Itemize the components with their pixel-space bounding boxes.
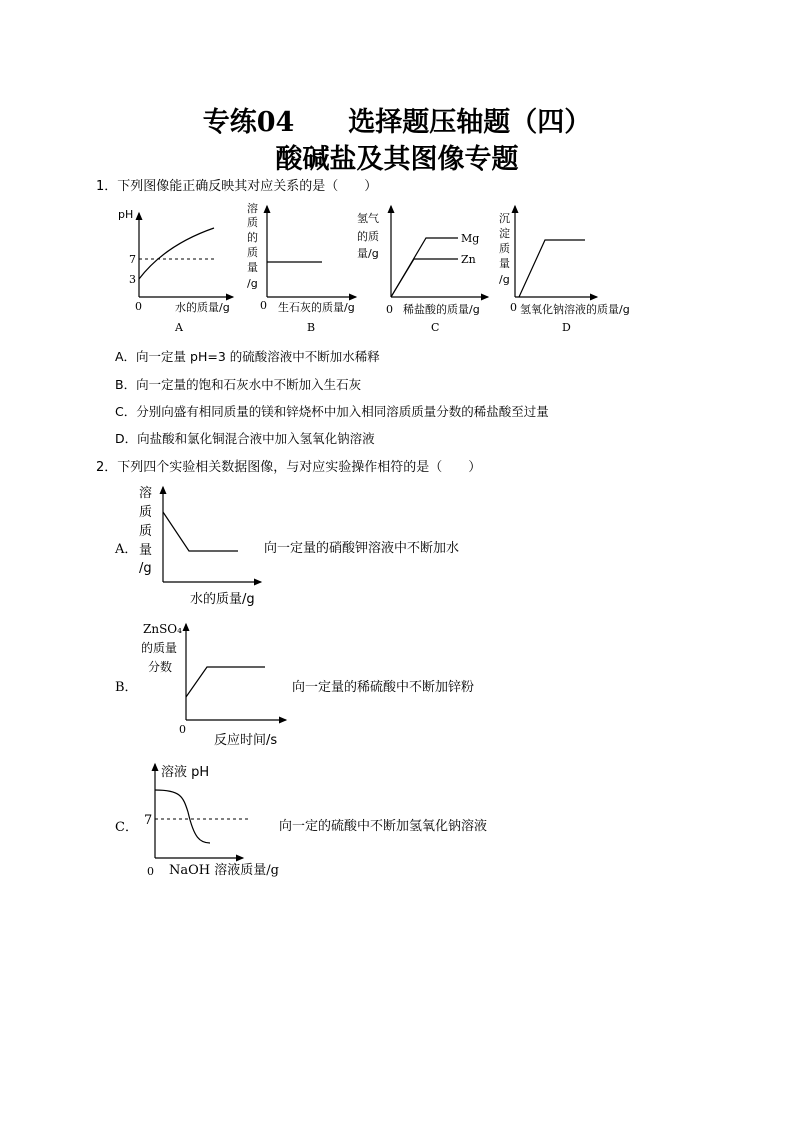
chart-d-ylabel-3: 质 xyxy=(499,242,510,255)
q2-c-origin: 0 xyxy=(147,865,154,878)
q2-c-tick-7: 7 xyxy=(144,813,153,828)
chart-a-tick-3: 3 xyxy=(129,273,136,286)
q2-chart-a xyxy=(139,485,261,607)
chart-c-ylabel-2: 的质 xyxy=(357,230,379,243)
q2-a-ylabel-4: 量 xyxy=(139,543,153,558)
chart-d-ylabel-2: 淀 xyxy=(499,227,510,240)
chart-a-origin: 0 xyxy=(135,300,142,313)
chart-b-ylabel-4: 质 xyxy=(247,246,258,259)
q2-a-ylabel-3: 质 xyxy=(139,524,153,539)
q2-option-b-label: B． xyxy=(115,680,138,695)
chart-b-letter: B xyxy=(307,321,316,334)
chart-c-letter: C xyxy=(431,321,440,334)
chart-c-series-zn: Zn xyxy=(461,253,476,266)
chart-a-letter: A xyxy=(175,321,183,334)
q1-option-b: B．向一定量的饱和石灰水中不断加入生石灰 xyxy=(115,377,362,392)
chart-b-ylabel-1: 溶 xyxy=(247,202,258,215)
chart-d-origin: 0 xyxy=(510,301,517,314)
chart-c-series-mg: Mg xyxy=(461,232,480,245)
chart-b-ylabel-6: /g xyxy=(247,277,258,290)
q2-option-c-label: C． xyxy=(115,820,138,835)
chart-c-ylabel-3: 量/g xyxy=(357,247,379,260)
chart-d-ylabel-4: 量 xyxy=(499,257,510,270)
q2-b-ylabel-2: 的质量 xyxy=(141,641,178,655)
chart-a-xlabel: 水的质量/g xyxy=(175,301,230,314)
chart-a-tick-7: 7 xyxy=(129,253,136,266)
q2-c-ylabel: 溶液 pH xyxy=(161,765,210,780)
q2-option-b-desc: 向一定量的稀硫酸中不断加锌粉 xyxy=(292,680,475,695)
q2-a-ylabel-5: /g xyxy=(139,561,152,576)
chart-c-ylabel-1: 氢气 xyxy=(357,212,379,225)
chart-b-ylabel-3: 的 xyxy=(247,231,258,244)
q2-chart-c xyxy=(144,764,279,878)
chart-d-ylabel-1: 沉 xyxy=(499,212,510,225)
chart-a-ylabel: pH xyxy=(118,208,134,221)
q2-b-origin: 0 xyxy=(179,723,186,736)
q1-option-c: C．分别向盛有相同质量的镁和锌烧杯中加入相同溶质质量分数的稀盐酸至过量 xyxy=(115,404,549,419)
chart-c-origin: 0 xyxy=(386,303,393,316)
q2-b-ylabel-1: ZnSO₄ xyxy=(143,622,182,636)
q1-option-a: A．向一定量 pH=3 的硫酸溶液中不断加水稀释 xyxy=(115,349,380,364)
chart-d-letter: D xyxy=(562,321,571,334)
q1-option-d: D．向盐酸和氯化铜混合液中加入氢氧化钠溶液 xyxy=(115,431,375,446)
chart-d-xlabel: 氢氧化钠溶液的质量/g xyxy=(520,303,630,316)
q2-b-xlabel: 反应时间/s xyxy=(214,733,278,748)
q2-option-a-label: A． xyxy=(115,542,138,557)
chart-d-ylabel-5: /g xyxy=(499,273,510,286)
chart-b-ylabel-2: 质 xyxy=(247,216,258,229)
question-1-stem: 1．下列图像能正确反映其对应关系的是（ ） xyxy=(96,179,378,194)
page-subtitle: 酸碱盐及其图像专题 xyxy=(275,144,519,175)
chart-b-xlabel: 生石灰的质量/g xyxy=(278,301,355,314)
q2-a-ylabel-1: 溶 xyxy=(139,486,153,501)
q2-a-ylabel-2: 质 xyxy=(139,505,153,520)
chart-b-origin: 0 xyxy=(260,299,267,312)
question-2-stem: 2．下列四个实验相关数据图像，与对应实验操作相符的是（ ） xyxy=(96,460,482,475)
q2-b-ylabel-3: 分数 xyxy=(148,660,173,674)
q2-chart-b xyxy=(141,622,286,748)
q2-a-xlabel: 水的质量/g xyxy=(190,592,255,607)
chart-b-ylabel-5: 量 xyxy=(247,261,258,274)
q2-option-c-desc: 向一定的硫酸中不断加氢氧化钠溶液 xyxy=(279,819,488,834)
page-title: 专练04 选择题压轴题（四） xyxy=(202,107,592,138)
q2-c-xlabel: NaOH 溶液质量/g xyxy=(169,863,279,878)
q2-option-a-desc: 向一定量的硝酸钾溶液中不断加水 xyxy=(264,541,460,556)
chart-c-xlabel: 稀盐酸的质量/g xyxy=(403,303,480,316)
